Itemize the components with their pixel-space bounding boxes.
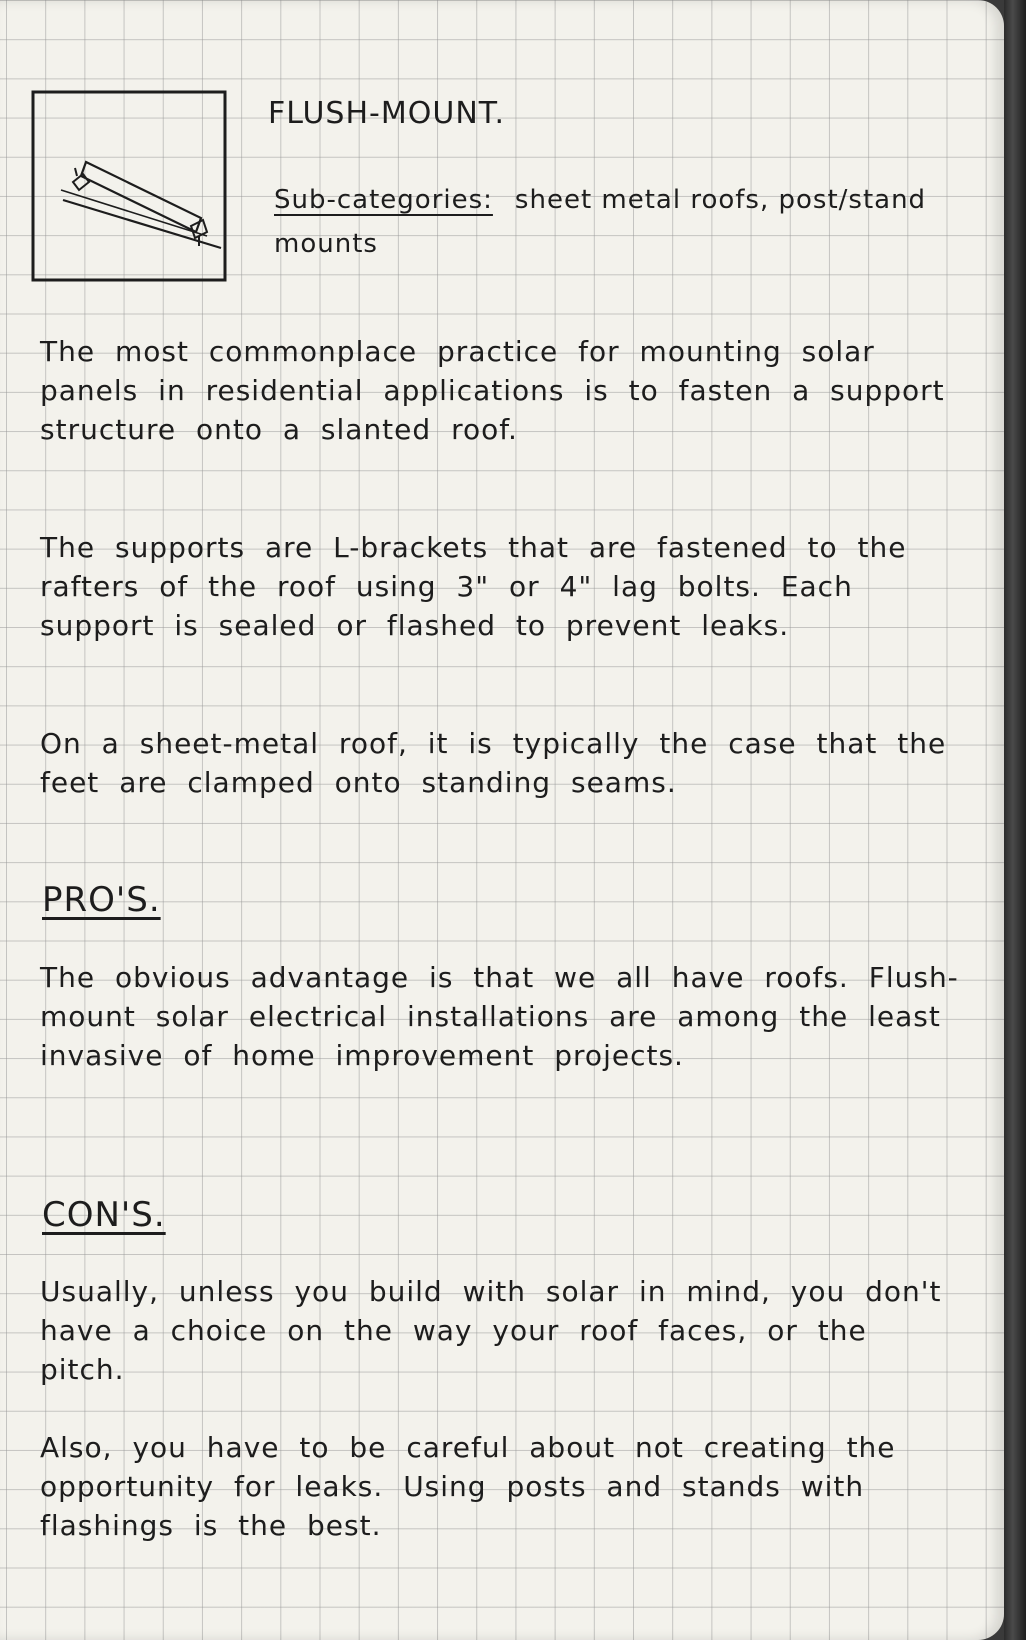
pros-heading: PRO'S. [42, 880, 161, 920]
cons-paragraph-1: Usually, unless you build with solar in mind, you don't have a choice on the way your roof faces, or the pitch. [40, 1275, 942, 1387]
page-title: FLUSH-MOUNT. [268, 96, 506, 131]
subcategories-text: sheet metal roofs, post/stand mounts [274, 185, 927, 259]
sketch-roof-line-2 [61, 190, 207, 236]
sketch-bracket-left [73, 168, 89, 190]
cons-paragraph-2: Also, you have to be careful about not creating the opportunity for leaks. Using posts and stands with flashings is the best. [40, 1431, 896, 1543]
supports-paragraph: The supports are L-brackets that are fastened to the rafters of the roof using 3" or 4" lag bolts. Each support is sealed or flashed to prevent leaks. [40, 531, 907, 643]
pros-paragraph: The obvious advantage is that we all have roofs. Flush-mount solar electrical installations are among the least invasive of home improvement projects. [40, 961, 959, 1073]
sheet-metal-paragraph: On a sheet-metal roof, it is typically the case that the feet are clamped onto standing seams. [40, 727, 947, 800]
sketch-roof-line [63, 200, 221, 248]
flush-mount-sketch [31, 90, 231, 286]
notebook-edge [1004, 0, 1026, 1640]
subcategories [274, 178, 974, 266]
subcategories-label: Sub-categories: [274, 185, 493, 215]
sketch-frame [33, 92, 225, 280]
intro-paragraph: The most commonplace practice for mounting solar panels in residential applications is to fasten a support structure onto a slanted roof. [40, 335, 945, 447]
sketch-panel [81, 162, 201, 232]
cons-heading: CON'S. [42, 1195, 166, 1235]
